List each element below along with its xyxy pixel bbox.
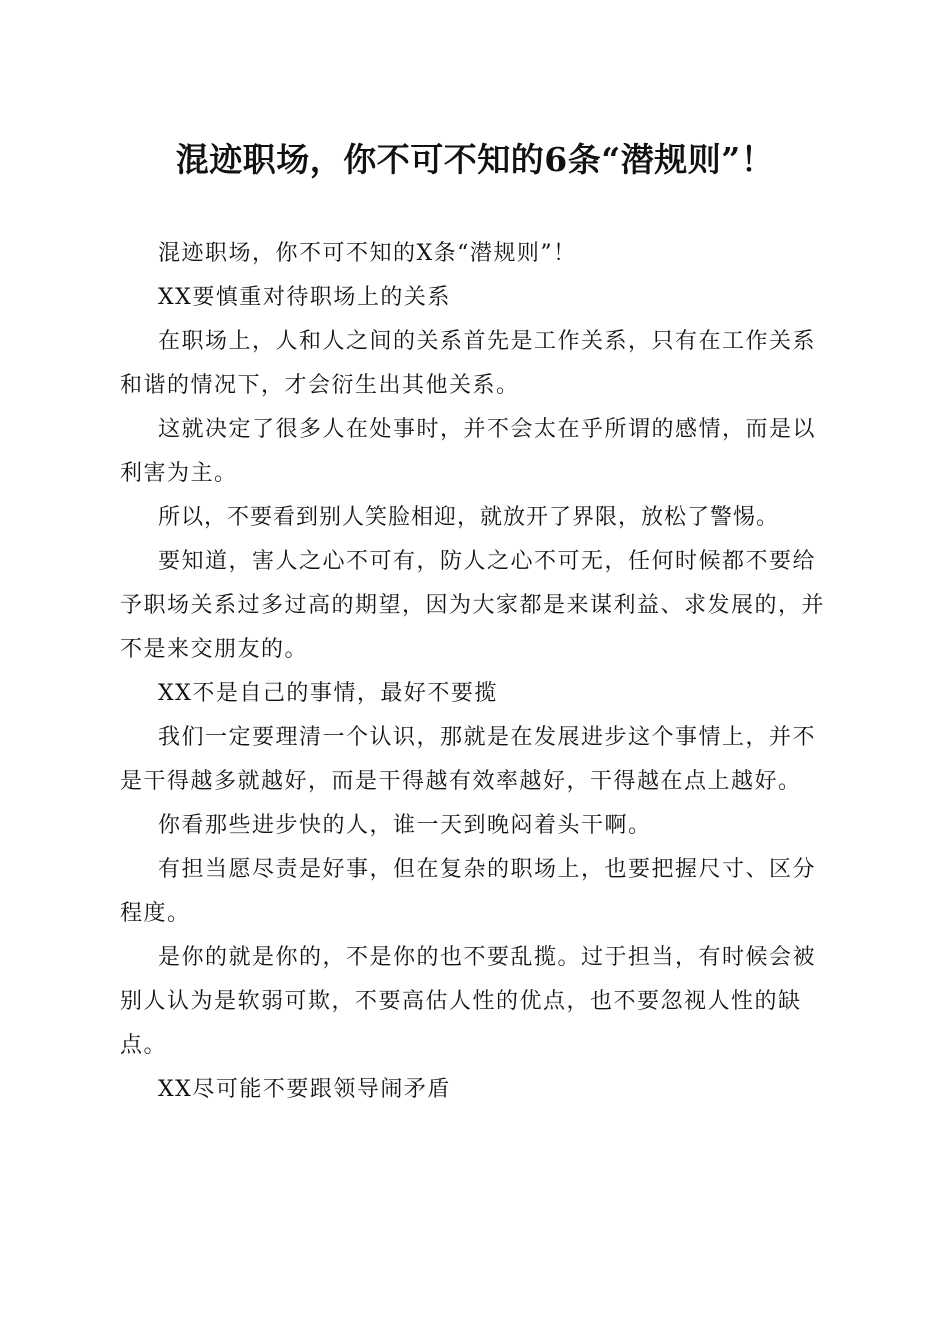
paragraph: 我们一定要理清一个认识，那就是在发展进步这个事情上，并不是干得越多就越好，而是干得越有效率越好，干得越在点上越好。 bbox=[120, 725, 817, 794]
section-heading-2: XX不是自己的事情，最好不要揽 bbox=[158, 681, 498, 706]
paragraph: 你看那些进步快的人，谁一天到晚闷着头干啊。 bbox=[158, 813, 652, 838]
paragraph: 这就决定了很多人在处事时，并不会太在乎所谓的感情，而是以利害为主。 bbox=[120, 417, 817, 486]
section-heading-3: XX尽可能不要跟领导闹矛盾 bbox=[158, 1077, 451, 1102]
paragraph: 所以，不要看到别人笑脸相迎，就放开了界限，放松了警惕。 bbox=[158, 505, 780, 530]
paragraph: 有担当愿尽责是好事，但在复杂的职场上，也要把握尺寸、区分程度。 bbox=[120, 857, 817, 926]
section-heading-1: XX要慎重对待职场上的关系 bbox=[158, 285, 451, 310]
paragraph: 是你的就是你的，不是你的也不要乱揽。过于担当，有时候会被别人认为是软弱可欺，不要高估人性的优点，也不要忽视人性的缺点。 bbox=[120, 945, 817, 1058]
document-body bbox=[120, 232, 826, 1112]
paragraph: 在职场上，人和人之间的关系首先是工作关系，只有在工作关系和谐的情况下，才会衍生出其他关系。 bbox=[120, 329, 817, 398]
paragraph: 要知道，害人之心不可有，防人之心不可无，任何时候都不要给予职场关系过多过高的期望，因为大家都是来谋利益、求发展的，并不是来交朋友的。 bbox=[120, 549, 826, 662]
paragraph-intro: 混迹职场，你不可不知的X条“潜规则”！ bbox=[158, 241, 577, 266]
document-title: 混迹职场，你不可不知的6条“潜规则”！ bbox=[175, 140, 775, 179]
